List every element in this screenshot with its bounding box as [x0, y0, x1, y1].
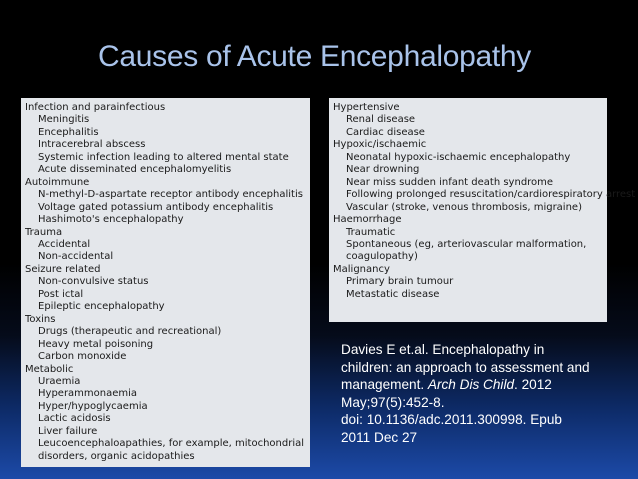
cause-item: Post ictal [38, 288, 84, 300]
cause-item: Primary brain tumour [346, 276, 454, 288]
cause-item: Uraemia [38, 375, 81, 387]
cause-item: Near drowning [346, 164, 420, 176]
cause-item: Hyperammonaemia [38, 388, 138, 400]
category-heading: Trauma [25, 226, 63, 238]
citation-line: Davies E et.al. Encephalopathy in [341, 342, 545, 357]
cause-item: Traumatic [346, 226, 396, 238]
category-heading: Hypertensive [333, 102, 400, 113]
cause-item: Hashimoto's encephalopathy [38, 214, 184, 226]
citation [341, 341, 621, 446]
cause-item: disorders, organic acidopathies [38, 450, 195, 462]
cause-item: N-methyl-D-aspartate receptor antibody encephalitis [38, 189, 303, 201]
citation-line: management. [341, 377, 428, 392]
cause-item: Carbon monoxide [38, 351, 127, 363]
citation-line: May;97(5):452-8. [341, 394, 445, 410]
cause-item: Vascular (stroke, venous thrombosis, migraine) [346, 201, 582, 213]
cause-item: Meningitis [38, 114, 90, 126]
cause-item: Non-accidental [38, 251, 114, 263]
citation-line: doi: 10.1136/adc.2011.300998. Epub [341, 412, 562, 427]
cause-item: Voltage gated potassium antibody encephalitis [38, 201, 274, 213]
cause-item: Cardiac disease [346, 126, 425, 138]
cause-item: Lactic acidosis [38, 413, 111, 425]
cause-item: Neonatal hypoxic-ischaemic encephalopathy [346, 151, 571, 163]
cause-item: Renal disease [346, 114, 416, 126]
cause-item: Non-convulsive status [38, 276, 149, 288]
citation-line: . 2012 [514, 377, 552, 392]
causes-table-left [21, 98, 310, 467]
cause-item: Leucoencephaloapathies, for example, mitochondrial [38, 438, 305, 450]
citation-line: 2011 Dec 27 [341, 429, 418, 445]
category-heading: Haemorrhage [333, 214, 402, 226]
cause-item: Epileptic encephalopathy [38, 301, 165, 313]
cause-item: Accidental [38, 238, 91, 250]
causes-table-right [329, 98, 636, 322]
cause-item: Liver failure [38, 425, 98, 437]
category-heading: Autoimmune [25, 176, 90, 188]
cause-item: Systemic infection leading to altered mental state [38, 151, 289, 163]
category-heading: Seizure related [25, 263, 101, 275]
cause-item: Intracerebral abscess [38, 139, 146, 151]
cause-item: Encephalitis [38, 126, 99, 138]
cause-item: coagulopathy) [346, 251, 418, 263]
cause-item: Hyper/hypoglycaemia [38, 400, 148, 412]
cause-item: Metastatic disease [346, 288, 440, 300]
cause-item: Drugs (therapeutic and recreational) [38, 326, 222, 338]
citation-line: children: an approach to assessment and [341, 359, 590, 375]
cause-item: Following prolonged resuscitation/cardiorespiratory arrest [346, 189, 636, 201]
category-heading: Infection and parainfectious [25, 102, 166, 113]
cause-item: Acute disseminated encephalomyelitis [38, 164, 232, 176]
cause-item: Spontaneous (eg, arteriovascular malformation, [346, 238, 587, 250]
category-heading: Hypoxic/ischaemic [333, 139, 427, 151]
slide-title: Causes of Acute Encephalopathy [98, 40, 531, 73]
journal-name: Arch Dis Child [427, 377, 515, 392]
cause-item: Heavy metal poisoning [38, 338, 154, 350]
cause-item: Near miss sudden infant death syndrome [346, 176, 554, 188]
category-heading: Malignancy [333, 263, 390, 275]
category-heading: Toxins [25, 313, 56, 325]
category-heading: Metabolic [25, 363, 74, 375]
